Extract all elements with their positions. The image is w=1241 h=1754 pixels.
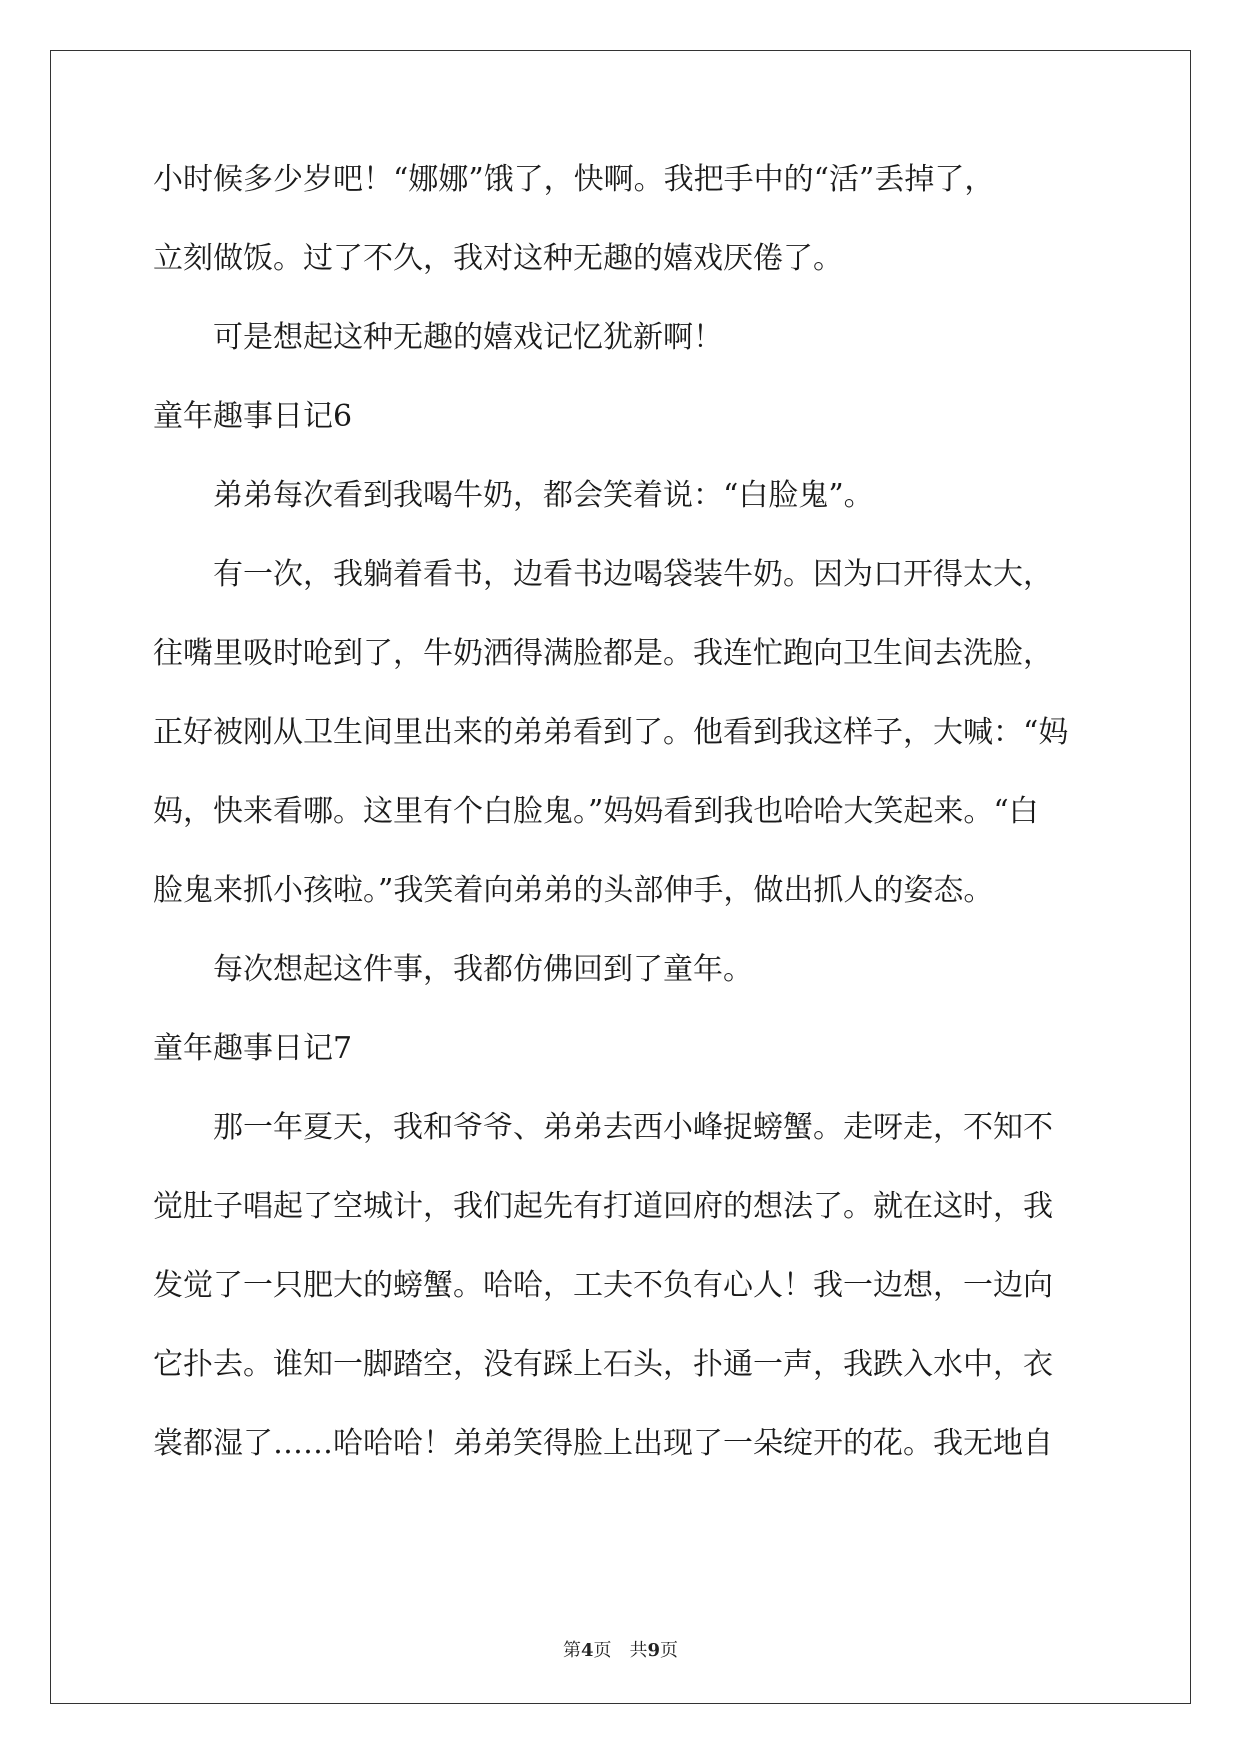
paragraph-line: 往嘴里吸时呛到了，牛奶洒得满脸都是。我连忙跑向卫生间去洗脸， (153, 636, 1053, 671)
section-heading: 童年趣事日记6 (153, 399, 353, 434)
document-body (153, 160, 1090, 1503)
paragraph-line: 脸鬼来抓小孩啦。”我笑着向弟弟的头部伸手，做出抓人的姿态。 (153, 873, 994, 908)
paragraph-line: 立刻做饭。过了不久，我对这种无趣的嬉戏厌倦了。 (153, 241, 843, 276)
footer-mid: 页 共 (593, 1640, 648, 1661)
paragraph-line: 裳都湿了……哈哈哈！弟弟笑得脸上出现了一朵绽开的花。我无地自 (153, 1426, 1053, 1461)
paragraph-line: 每次想起这件事，我都仿佛回到了童年。 (153, 952, 753, 987)
paragraph-line: 弟弟每次看到我喝牛奶，都会笑着说：“白脸鬼”。 (153, 478, 874, 513)
total-pages-number: 9 (647, 1640, 661, 1661)
paragraph-line: 那一年夏天，我和爷爷、弟弟去西小峰捉螃蟹。走呀走，不知不 (153, 1110, 1053, 1145)
paragraph-line: 有一次，我躺着看书，边看书边喝袋装牛奶。因为口开得太大， (153, 557, 1053, 592)
paragraph-line: 可是想起这种无趣的嬉戏记忆犹新啊！ (153, 320, 723, 355)
paragraph-line: 妈，快来看哪。这里有个白脸鬼。”妈妈看到我也哈哈大笑起来。“白 (153, 794, 1039, 829)
footer-suffix: 页 (660, 1640, 679, 1661)
page-footer (0, 1636, 1241, 1662)
footer-prefix: 第 (562, 1640, 581, 1661)
paragraph-line: 它扑去。谁知一脚踏空，没有踩上石头，扑通一声，我跌入水中，衣 (153, 1347, 1053, 1382)
paragraph-line: 发觉了一只肥大的螃蟹。哈哈，工夫不负有心人！我一边想，一边向 (153, 1268, 1053, 1303)
paragraph-line: 觉肚子唱起了空城计，我们起先有打道回府的想法了。就在这时，我 (153, 1189, 1053, 1224)
paragraph-line: 小时候多少岁吧！“娜娜”饿了，快啊。我把手中的“活”丢掉了， (153, 162, 995, 197)
paragraph-line: 正好被刚从卫生间里出来的弟弟看到了。他看到我这样子，大喊：“妈 (153, 715, 1069, 750)
current-page-number: 4 (580, 1640, 594, 1661)
section-heading: 童年趣事日记7 (153, 1031, 353, 1066)
